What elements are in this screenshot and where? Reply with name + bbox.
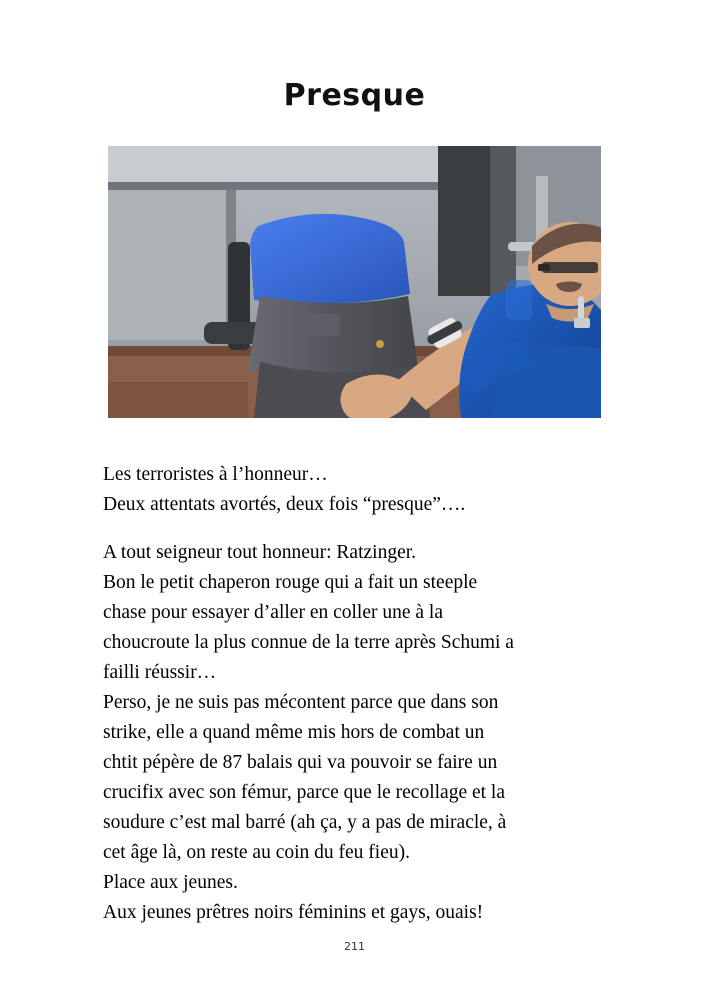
line: soudure c’est mal barré (ah ça, y a pas de miracle, à — [103, 812, 507, 833]
tsa-pat-down-photo — [108, 146, 601, 418]
paragraph-6 — [103, 898, 606, 928]
line: cet âge là, on reste au coin du feu fieu). — [103, 842, 410, 863]
line: Aux jeunes prêtres noirs féminins et gays, ouais! — [103, 902, 484, 923]
page-title: Presque — [283, 78, 426, 113]
line: Bon le petit chaperon rouge qui a fait un steeple — [103, 572, 478, 593]
line: A tout seigneur tout honneur: Ratzinger. — [103, 542, 417, 563]
paragraph-2 — [103, 538, 606, 568]
paragraph-3 — [103, 568, 606, 688]
page-number: 211 — [344, 940, 365, 953]
line: chase pour essayer d’aller en coller une à la — [103, 602, 443, 623]
body-text — [103, 460, 606, 928]
photo-illustration — [108, 146, 601, 418]
paragraph-4 — [103, 688, 606, 868]
line: crucifix avec son fémur, parce que le recollage et la — [103, 782, 505, 803]
paragraph-1 — [103, 460, 606, 520]
line: strike, elle a quand même mis hors de combat un — [103, 722, 485, 743]
line: failli réussir… — [103, 662, 217, 683]
line: Les terroristes à l’honneur… — [103, 464, 328, 485]
line: chtit pépère de 87 balais qui va pouvoir se faire un — [103, 752, 498, 773]
paragraph-5 — [103, 868, 606, 898]
line: Place aux jeunes. — [103, 872, 238, 893]
line: choucroute la plus connue de la terre après Schumi a — [103, 632, 514, 653]
line: Perso, je ne suis pas mécontent parce que dans son — [103, 692, 499, 713]
paragraph-gap — [103, 520, 606, 538]
line: Deux attentats avortés, deux fois “presque”…. — [103, 494, 466, 515]
